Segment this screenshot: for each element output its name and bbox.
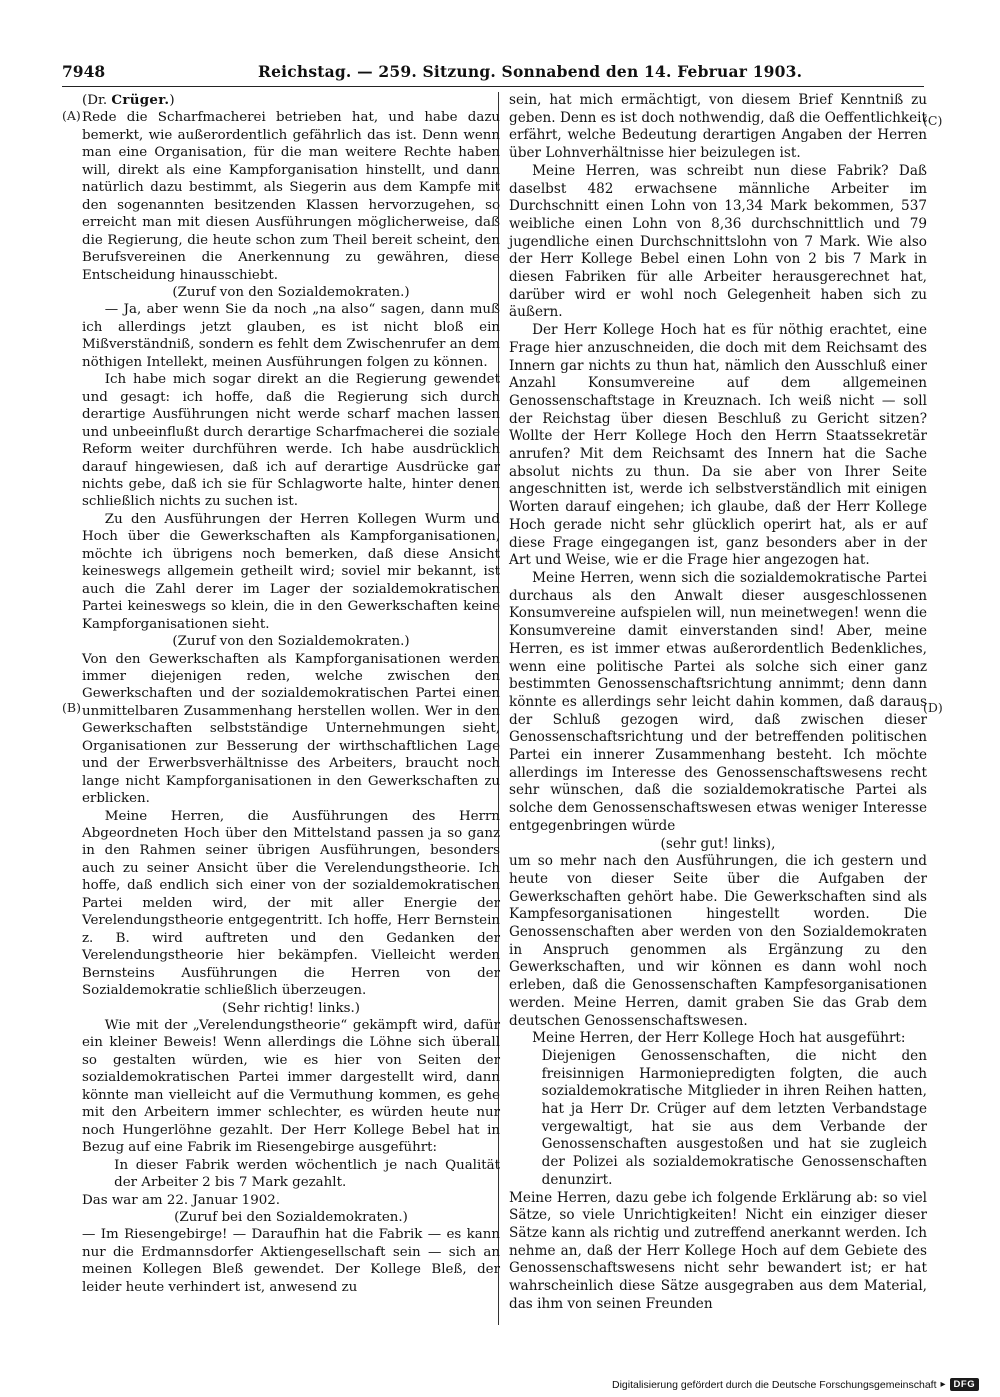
paragraph: Ich habe mich sogar direkt an die Regierung gewendet und gesagt: ich hoffe, daß die Regierung sich durch derartige Ausführungen nicht werde scharf machen lassen und unbeeinflußt durch derartige Scharfmacherei die soziale Reform weiter durchführen werde. Ich habe ausdrücklich darauf hingewiesen, daß ich auf derartige Ausdrücke gar nichts gebe, daß ich sie für Schlagworte halte, hinter denen schließlich nichts zu suchen ist. <box>82 372 500 510</box>
arrow-right-icon: ▸ <box>940 1379 946 1390</box>
paragraph: Wie mit der „Verelendungstheorie“ gekämpft wird, dafür ein kleiner Beweis! Wenn allerdings die Löhne sich überall so gestalten würden, wie es hier von Seiten der sozialdemokratischen Partei immer dargestellt wird, dann könnte man vielleicht auf die Vermuthung kommen, es gehe mit den Arbeitern immer schlechter, es würden heute nur noch Hungerlöhne gezahlt. Der Herr Kollege Bebel hat in Bezug auf eine Fabrik im Riesengebirge ausgeführt: <box>82 1018 500 1156</box>
paragraph: Rede die Scharfmacherei betrieben hat, und habe dazu bemerkt, wie außerordentlich gefährlich das ist. Denn wenn man eine Organisation, für die man weitere Rechte haben will, direkt als eine Kampforganisation hinstellt, und dann natürlich dazu bestimmt, als Siegerin aus dem Kampfe mit den sogenannten besitzenden Klassen hervorzugehen, so erreicht man mit diesen Ausführungen möglicherweise, daß die Regierung, die heute schon zum Theil bereit scheint, den Berufsvereinen die Anerkennung zu gewähren, diese Entscheidung hinausschiebt. <box>82 110 500 283</box>
speaker-suffix: ) <box>169 93 175 108</box>
page-header <box>62 60 924 87</box>
paragraph: (Zuruf von den Sozialdemokraten.) <box>172 284 410 300</box>
speaker-line <box>82 92 500 109</box>
paragraph: Meine Herren, was schreibt nun diese Fabrik? Daß daselbst 482 erwachsene männliche Arbeiter im Durchschnitt einen Lohn von 13,34 Mark bekommen, 537 weibliche einen Lohn von 8,36 durchschnittlich und 79 jugendliche einen Durchschnittslohn von 7 Mark. Wie also der Herr Kollege Bebel einen Lohn von 2 bis 7 Mark in diesen Fabriken für alle Arbeiter herausgerechnet hat, darüber wird er wohl noch Gelegenheit haben sich zu äußern. <box>509 162 927 321</box>
margin-mark-a: (A) <box>62 108 81 123</box>
speaker-prefix: (Dr. <box>82 93 112 108</box>
paragraph: Diejenigen Genossenschaften, die nicht den freisinnigen Harmoniepredigten folgten, die auch sozialdemokratische Mitglieder in ihren Reihen hatten, hat ja Herr Dr. Crüger auf dem letzten Verbandstage vergewaltigt, hat sie aus dem Verbande der Genossenschaften ausgestoßen und hat sie zugleich der Polizei als sozialdemokratische Genossenschaften denunzirt. <box>541 1047 927 1188</box>
paragraph: Meine Herren, wenn sich die sozialdemokratische Partei durchaus als den Anwalt dieser ausgeschlossenen Konsumvereine aufspielen will, nun meinetwegen! wenn die Konsumvereine damit einverstanden sind! Aber, meine Herren, es ist immer etwas außerordentlich Bedenkliches, wenn eine politische Partei als solche sich einer ganz bestimmten Genossenschaftsrichtung annimmt; denn dann könnte es allerdings sehr leicht dahin kommen, daß daraus der Schluß gezogen wird, daß zwischen dieser Genossenschaftsrichtung und der betreffenden politischen Partei ein innerer Zusammenhang besteht. Ich möchte allerdings im Interesse des Genossenschaftswesens recht sehr wünschen, daß die sozialdemokratische Partei als solche dem Genossenschaftswesen etwas weniger Interesse entgegenbringen würde <box>509 569 927 834</box>
left-column <box>82 92 500 1296</box>
margin-mark-d: (D) <box>923 700 943 715</box>
footer-text: Digitalisierung gefördert durch die Deutsche Forschungsgemeinschaft <box>612 1378 937 1391</box>
paragraph: In dieser Fabrik werden wöchentlich je nach Qualität der Arbeiter 2 bis 7 Mark gezahlt. <box>114 1157 500 1191</box>
paragraph: sein, hat mich ermächtigt, von diesem Brief Kenntniß zu geben. Denn es ist doch nothwendig, daß die Oeffentlichkeit erfährt, welche Bedeutung derartigen Angaben der Herren über Lohnverhältnisse hier beizulegen ist. <box>509 92 927 162</box>
page-number: 7948 <box>62 62 106 81</box>
paragraph: Meine Herren, die Ausführungen des Herrn Abgeordneten Hoch über den Mittelstand passen ja so ganz in den Rahmen seiner übrigen Ausführungen, besonders auch zu seiner Ansicht über die Verelendungstheorie. Ich hoffe, daß endlich sich einer von der sozialdemokratischen Partei melden wird, der mit aller Energie der Verelendungstheorie entgegentritt. Ich hoffe, Herr Bernstein z. B. wird auftreten und den Gedanken der Verelendungstheorie hier bekämpfen. Vielleicht werden Bernsteins Ausführungen die Herren von der Sozialdemokratie schließlich überzeugen. <box>82 808 500 999</box>
paragraph: — Im Riesengebirge! — Daraufhin hat die Fabrik — es kann nur die Erdmannsdorfer Aktiengesellschaft sein — sich an meinen Kollegen Bleß gewendet. Der Kollege Bleß, der leider heute verhindert ist, anwesend zu <box>82 1227 500 1295</box>
paragraph: (Zuruf bei den Sozialdemokraten.) <box>174 1210 408 1225</box>
running-title: Reichstag. — 259. Sitzung. Sonnabend den 14. Februar 1903. <box>258 62 803 81</box>
paragraph: (Sehr richtig! links.) <box>222 1000 360 1016</box>
paragraph: Meine Herren, dazu gebe ich folgende Erklärung ab: so viel Sätze, so viele Unrichtigkeiten! Nicht ein einziger dieser Sätze kann als richtig und zutreffend anerkannt werden. Ich nehme an, daß der Herr Kollege Hoch auf dem Gebiete des Genossenschaftswesens nicht sehr bewandert ist; er hat wahrscheinlich diese Sätze ausgegraben aus dem Material, das ihm von seinen Freunden <box>509 1189 927 1312</box>
footer-credit <box>612 1378 979 1391</box>
paragraph: (Zuruf von den Sozialdemokraten.) <box>172 634 410 650</box>
speaker-name: Crüger. <box>111 92 170 108</box>
paragraph: Der Herr Kollege Hoch hat es für nöthig erachtet, eine Frage hier anzuschneiden, die doch mit dem Reichsamt des Innern gar nichts zu thun hat, nämlich den Ausschluß einer Anzahl Konsumvereine auf dem allgemeinen Genossenschaftstage in Kreuznach. Ich weiß nicht — soll der Reichstag über diesen Beschluß zu Gericht sitzen? Wollte der Herr Kollege Hoch den Herrn Staatssekretär anrufen? Mit dem Reichsamt des Innern hat die Sache absolut nichts zu thun. Da sie aber von Ihrer Seite angeschnitten ist, werde ich selbstverständlich mit einigen Worten darauf eingehen; ich glaube, daß der Herr Kollege Hoch gerade nicht sehr glücklich operirt hat, als er auf diese Frage eingegangen ist, ganz besonders aber in der Art und Weise, wie er die Frage hier angezogen hat. <box>509 322 927 569</box>
margin-mark-c: (C) <box>923 113 943 128</box>
paragraph: Von den Gewerkschaften als Kampforganisationen werden immer diejenigen reden, welche zwischen den Gewerkschaften und der sozialdemokratischen Partei einen unmittelbaren Zusammenhang herstellen wollen. Wer in den Gewerkschaften selbstständige Unternehmungen sieht, Organisationen zur Besserung der wirthschaftlichen Lage und der Erwerbsverhältnisse des Arbeiters, braucht noch lange nicht Kampforganisationen in den Gewerkschaften zu erblicken. <box>82 651 500 807</box>
dfg-badge: DFG <box>950 1378 980 1391</box>
paragraph: (sehr gut! links), <box>660 835 776 852</box>
paragraph: Meine Herren, der Herr Kollege Hoch hat ausgeführt: <box>532 1030 906 1047</box>
right-column <box>509 92 927 1314</box>
paragraph: um so mehr nach den Ausführungen, die ich gestern und heute von dieser Seite über die Aufgaben der Gewerkschaften gehört habe. Die Gewerkschaften sind als Kampfesorganisationen hingestellt worden. Die Genossenschaften aber werden von den Sozialdemokraten in Anspruch genommen als Ergänzung zu den Gewerkschaften, und wir können es dann wohl noch erleben, daß die Genossenschaften Kampfesorganisationen werden. Meine Herren, damit graben Sie das Grab dem deutschen Genossenschaftswesen. <box>509 853 927 1029</box>
paragraph: — Ja, aber wenn Sie da noch „na also“ sagen, dann muß ich allerdings jetzt glauben, es ist nicht bloß ein Mißverständniß, sondern es fehlt dem Zwischenrufer an dem nöthigen Intellekt, meinen Ausführungen folgen zu können. <box>82 302 500 370</box>
margin-mark-b: (B) <box>62 700 81 715</box>
paragraph: Zu den Ausführungen der Herren Kollegen Wurm und Hoch über die Gewerkschaften als Kampforganisationen, möchte ich übrigens noch bemerken, daß diese Ansicht keineswegs allgemein getheilt wird; soviel mir bekannt, ist auch die Zahl derer im Lager der sozialdemokratischen Partei keineswegs so klein, die in den Gewerkschaften keine Kampforganisationen sieht. <box>82 511 500 632</box>
paragraph: Das war am 22. Januar 1902. <box>82 1192 281 1208</box>
